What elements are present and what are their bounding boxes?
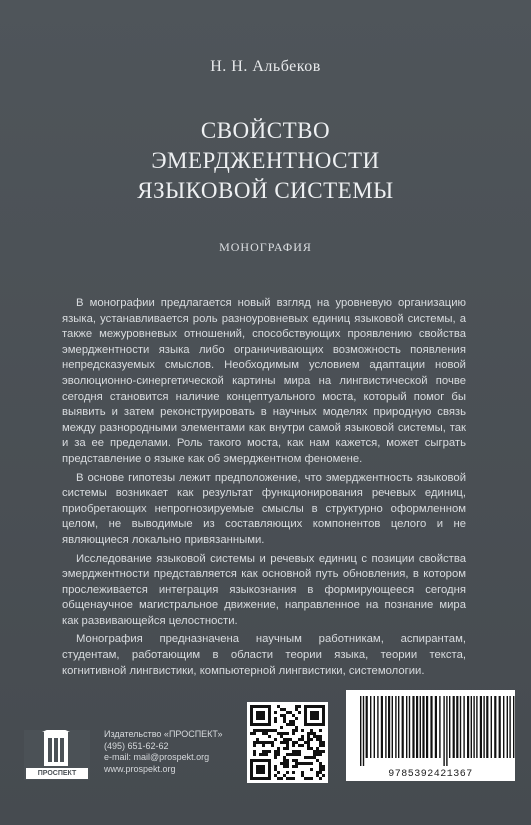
title-line-3: ЯЗЫКОВОЙ СИСТЕМЫ (137, 178, 394, 203)
publisher-logo (24, 730, 90, 780)
title-line-2: ЭМЕРДЖЕНТНОСТИ (151, 148, 380, 173)
book-genre: МОНОГРАФИЯ (219, 240, 312, 254)
qr-code (247, 702, 328, 783)
isbn-number: 9785392421367 (388, 769, 473, 780)
annotation-paragraph: В монографии предлагается новый взгляд на уровневую организацию языка, устанавливается роль разноуровневых единиц языковой системы, а также межуровневых отношений, способствующих проявлению свойства эмерджентности языка либо ограничивающих возможность появления непредсказуемых смыслов. Необходимым условием адаптации новой эволюционно-синергетической картины мира на лингвистической почве сегодня становится наличие концептуального моста, который помог бы выявить и затем реконструировать в научных моделях природную связь между разнородными элементами как внутри самой языковой системы, так и за ее пределами. Роль такого моста, как нам кажется, может сыграть представление о языке как об эмерджентном феномене. (62, 297, 466, 465)
title-line-1: СВОЙСТВО (200, 118, 331, 143)
publisher-info (104, 729, 223, 775)
annotation-paragraph: В основе гипотезы лежит предположение, что эмерджентность языковой системы возникает как результат функционирования речевых единиц, приобретающих непрогнозируемые смыслы в структурно оформленном целом, не выводимые из составляющих компонентов целого и не являющиеся локально привязанными. (62, 471, 466, 546)
publisher-email: e-mail: mail@prospekt.org (104, 752, 210, 763)
publisher-name: Издательство «ПРОСПЕКТ» (104, 729, 223, 739)
annotation-paragraph: Монография предназначена научным работникам, аспирантам, студентам, работающим в области теории языка, теории текста, когнитивной лингвистики, компьютерной лингвистики, системологии. (62, 633, 466, 677)
publisher-website[interactable]: www.prospekt.org (104, 763, 176, 774)
isbn-barcode (346, 690, 515, 781)
publisher-phone: (495) 651-62-62 (104, 740, 169, 751)
book-title (0, 116, 531, 206)
annotation-text (62, 296, 466, 679)
annotation-paragraph: Исследование языковой системы и речевых единиц с позиции свойства эмерджентности представляется как основной путь обновления, в котором прослеживается интеграция языкознания в формирующееся сегодня общенаучное магистральное движение, направленное на познание мира как развивающейся целостности. (62, 552, 466, 627)
publisher-logo-text: ПРОСПЕКТ (37, 770, 77, 777)
author-name: Н. Н. Альбеков (210, 58, 321, 75)
